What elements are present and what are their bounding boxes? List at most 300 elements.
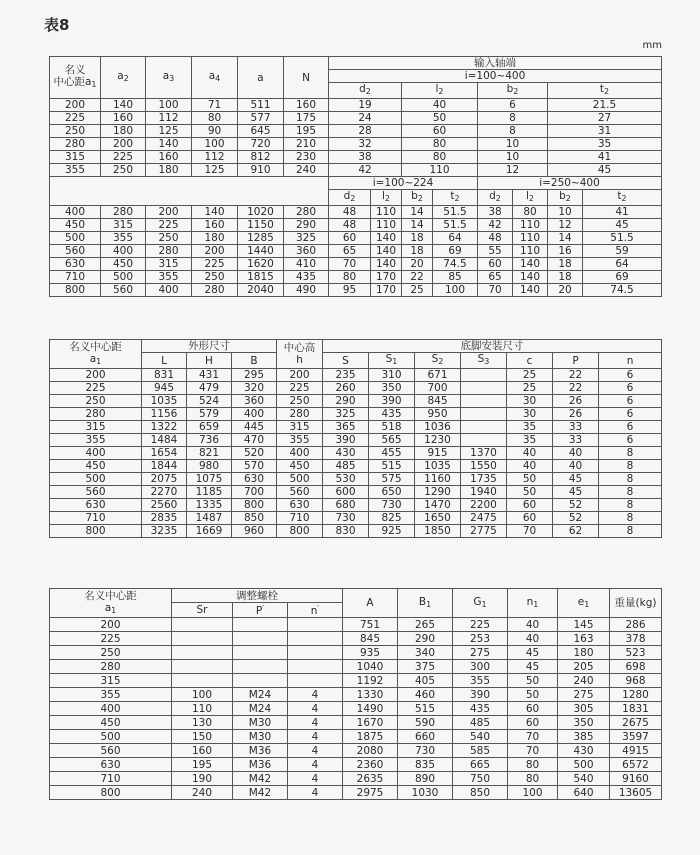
table-cell: 315: [50, 151, 101, 164]
table-cell: 1654: [142, 447, 187, 460]
table-cell: [233, 618, 288, 632]
table-cell: 4: [288, 730, 343, 744]
table-row: [50, 219, 662, 232]
table-cell: 18: [402, 245, 433, 258]
table-cell: 50: [507, 473, 553, 486]
table-cell: [233, 660, 288, 674]
table-cell: 1875: [343, 730, 398, 744]
table-cell: 518: [369, 421, 415, 434]
table-cell: 26: [553, 395, 599, 408]
n-header: n: [599, 353, 662, 369]
table-cell: 445: [232, 421, 277, 434]
table-row: [50, 744, 662, 758]
table-cell: 69: [583, 271, 662, 284]
ratio-range-header: i=100~400: [329, 70, 662, 83]
table-cell: 225: [50, 632, 172, 646]
table-cell: 511: [238, 99, 284, 112]
table-cell: 12: [548, 219, 583, 232]
table-cell: 350: [558, 716, 610, 730]
table-cell: 585: [453, 744, 508, 758]
table-cell: 400: [50, 702, 172, 716]
table-cell: 8: [599, 473, 662, 486]
table-cell: 140: [146, 138, 192, 151]
table-cell: 1040: [343, 660, 398, 674]
table-cell: 1370: [461, 447, 507, 460]
table-cell: [461, 434, 507, 447]
table-cell: 485: [453, 716, 508, 730]
table-cell: 400: [101, 245, 146, 258]
table-cell: 968: [610, 674, 662, 688]
table-cell: 51.5: [433, 206, 478, 219]
table-cell: 736: [187, 434, 232, 447]
table-cell: 6: [599, 395, 662, 408]
h-header: H: [187, 353, 232, 369]
table-cell: 1322: [142, 421, 187, 434]
table-cell: 41: [548, 151, 662, 164]
table-cell: [288, 674, 343, 688]
table-cell: 200: [50, 99, 101, 112]
table-cell: 1940: [461, 486, 507, 499]
table-cell: 500: [50, 473, 142, 486]
table-cell: 71: [192, 99, 238, 112]
table-cell: 640: [558, 786, 610, 800]
table-cell: 180: [101, 125, 146, 138]
table-cell: 60: [507, 499, 553, 512]
table-cell: 2775: [461, 525, 507, 538]
table-cell: 500: [50, 232, 101, 245]
s2-header: $S_2$: [415, 353, 461, 369]
table-cell: 1550: [461, 460, 507, 473]
table-cell: 280: [50, 138, 101, 151]
table-cell: 163: [558, 632, 610, 646]
table-cell: 1850: [415, 525, 461, 538]
table-cell: 190: [172, 772, 233, 786]
table-cell: 170: [371, 271, 402, 284]
table-cell: 41: [583, 206, 662, 219]
table-row: [50, 716, 662, 730]
table-row: [50, 674, 662, 688]
table-cell: 225: [146, 219, 192, 232]
table-row: [50, 408, 662, 421]
table-cell: 51.5: [433, 219, 478, 232]
b2-header: $b_2$: [478, 83, 548, 99]
table-cell: 400: [50, 447, 142, 460]
table-cell: 825: [369, 512, 415, 525]
table-cell: 52: [553, 499, 599, 512]
table-cell: 365: [323, 421, 369, 434]
table-cell: 140: [513, 284, 548, 297]
table-cell: 290: [398, 632, 453, 646]
table-cell: 315: [146, 258, 192, 271]
table-cell: 435: [284, 271, 329, 284]
table-cell: 355: [50, 164, 101, 177]
table-cell: 431: [187, 369, 232, 382]
table-cell: 6: [599, 369, 662, 382]
table-cell: [233, 632, 288, 646]
table-cell: 500: [558, 758, 610, 772]
nominal-center-distance-header: 名义中心距 $a_1$: [50, 340, 142, 369]
table-cell: 831: [142, 369, 187, 382]
table-cell: 160: [101, 112, 146, 125]
l2-header-high: $l_2$: [513, 190, 548, 206]
table-cell: [172, 632, 233, 646]
l2-header: $l_2$: [402, 83, 478, 99]
table-cell: 1620: [238, 258, 284, 271]
table-cell: 20: [402, 258, 433, 271]
table-cell: M24: [233, 702, 288, 716]
table-cell: 225: [50, 382, 142, 395]
table-cell: 710: [50, 271, 101, 284]
table-cell: 70: [508, 730, 558, 744]
table-cell: 100: [192, 138, 238, 151]
blank-cell: [50, 177, 329, 206]
table-cell: 200: [146, 206, 192, 219]
table-cell: [461, 408, 507, 421]
table-cell: 50: [508, 674, 558, 688]
table-cell: [233, 674, 288, 688]
table-cell: 500: [277, 473, 323, 486]
table-cell: 290: [323, 395, 369, 408]
table-cell: 140: [192, 206, 238, 219]
table-cell: [288, 646, 343, 660]
table-cell: 18: [402, 232, 433, 245]
table-cell: 830: [323, 525, 369, 538]
table-cell: 325: [323, 408, 369, 421]
table-row: [50, 460, 662, 473]
table-cell: 22: [553, 369, 599, 382]
table-cell: M42: [233, 772, 288, 786]
table-cell: 1230: [415, 434, 461, 447]
table-cell: 240: [284, 164, 329, 177]
table-cell: 275: [453, 646, 508, 660]
table-cell: [461, 382, 507, 395]
table-cell: 945: [142, 382, 187, 395]
table-cell: 1335: [187, 499, 232, 512]
d2-header-high: $d_2$: [478, 190, 513, 206]
table-cell: 250: [146, 232, 192, 245]
table3-body: [50, 618, 662, 800]
table-row: [50, 395, 662, 408]
table-cell: [461, 369, 507, 382]
center-height-header: 中心高 h: [277, 340, 323, 369]
table-cell: 20: [548, 284, 583, 297]
table-cell: 40: [508, 618, 558, 632]
table-cell: 140: [513, 271, 548, 284]
table-cell: 48: [329, 206, 371, 219]
table-cell: 45: [583, 219, 662, 232]
table-cell: 280: [50, 660, 172, 674]
adjusting-bolt-header: 调整螺栓: [172, 589, 343, 603]
table-cell: 253: [453, 632, 508, 646]
d2-header-low: $d_2$: [329, 190, 371, 206]
table-cell: 400: [277, 447, 323, 460]
table-cell: 80: [508, 772, 558, 786]
table-cell: 671: [415, 369, 461, 382]
table-row: [50, 646, 662, 660]
table-cell: 80: [402, 151, 478, 164]
outline-dimensions-header: 外形尺寸: [142, 340, 277, 353]
table-cell: 850: [232, 512, 277, 525]
t2-header-high: $t_2$: [583, 190, 662, 206]
table-row: [50, 702, 662, 716]
table-cell: 375: [398, 660, 453, 674]
table-cell: 110: [513, 245, 548, 258]
table-cell: 8: [478, 112, 548, 125]
table-cell: 1185: [187, 486, 232, 499]
table-cell: 14: [402, 219, 433, 232]
table-cell: 910: [238, 164, 284, 177]
table-cell: 2360: [343, 758, 398, 772]
table-cell: 730: [323, 512, 369, 525]
table-cell: 355: [146, 271, 192, 284]
table-cell: 1280: [610, 688, 662, 702]
table-cell: 230: [284, 151, 329, 164]
table-cell: 33: [553, 434, 599, 447]
table-row: [50, 232, 662, 245]
table-cell: 145: [558, 618, 610, 632]
table-cell: 45: [548, 164, 662, 177]
table-row: [50, 660, 662, 674]
table-cell: M42: [233, 786, 288, 800]
table-row: [50, 447, 662, 460]
table-cell: 160: [172, 744, 233, 758]
table-cell: 33: [553, 421, 599, 434]
table-cell: 355: [50, 434, 142, 447]
table-cell: 18: [548, 271, 583, 284]
table-cell: 27: [548, 112, 662, 125]
table-cell: 60: [329, 232, 371, 245]
table-cell: 560: [101, 284, 146, 297]
table-cell: 665: [453, 758, 508, 772]
table-cell: 6572: [610, 758, 662, 772]
table-cell: 225: [192, 258, 238, 271]
table-cell: 110: [402, 164, 478, 177]
table-cell: 450: [50, 219, 101, 232]
table-cell: 225: [101, 151, 146, 164]
table-row: [50, 151, 662, 164]
l2-header-low: $l_2$: [371, 190, 402, 206]
table-cell: 2080: [343, 744, 398, 758]
table-cell: 100: [508, 786, 558, 800]
sr-header: Sr: [172, 603, 233, 618]
table-cell: 295: [232, 369, 277, 382]
ratio-range-low-header: i=100~224: [329, 177, 478, 190]
table-cell: 325: [284, 232, 329, 245]
table-cell: 21.5: [548, 99, 662, 112]
table-cell: 730: [398, 744, 453, 758]
table-cell: 710: [50, 512, 142, 525]
table-cell: 630: [232, 473, 277, 486]
table-row: [50, 618, 662, 632]
table-cell: 4: [288, 702, 343, 716]
table-cell: 112: [192, 151, 238, 164]
table-cell: 915: [415, 447, 461, 460]
table-cell: 479: [187, 382, 232, 395]
table-cell: 430: [558, 744, 610, 758]
table1-section-a: [50, 99, 662, 177]
table-cell: 360: [284, 245, 329, 258]
table-cell: 560: [50, 486, 142, 499]
table-cell: 210: [284, 138, 329, 151]
table-cell: 205: [558, 660, 610, 674]
table-row: [50, 284, 662, 297]
table-cell: 65: [478, 271, 513, 284]
foot-mounting-header: 底脚安装尺寸: [323, 340, 662, 353]
table-cell: 80: [508, 758, 558, 772]
table-cell: 6: [599, 434, 662, 447]
table-cell: 180: [558, 646, 610, 660]
table-cell: 450: [277, 460, 323, 473]
table-cell: 4: [288, 786, 343, 800]
d2-header: $d_2$: [329, 83, 402, 99]
table-cell: 10: [478, 138, 548, 151]
table-cell: 812: [238, 151, 284, 164]
table-cell: 40: [507, 460, 553, 473]
table-cell: 579: [187, 408, 232, 421]
table-cell: 8: [599, 486, 662, 499]
table-cell: 3597: [610, 730, 662, 744]
table-cell: 710: [277, 512, 323, 525]
table-cell: 355: [50, 688, 172, 702]
table-cell: 31: [548, 125, 662, 138]
unit-label: mm: [642, 40, 662, 51]
table-cell: 530: [323, 473, 369, 486]
table-cell: 1487: [187, 512, 232, 525]
table-cell: 1440: [238, 245, 284, 258]
table-row: [50, 258, 662, 271]
table2-body: [50, 369, 662, 538]
table-cell: 38: [478, 206, 513, 219]
table-cell: 14: [402, 206, 433, 219]
table-cell: 48: [478, 232, 513, 245]
t2-header: $t_2$: [548, 83, 662, 99]
table-cell: 560: [277, 486, 323, 499]
table-cell: 25: [402, 284, 433, 297]
table-cell: 60: [478, 258, 513, 271]
table-cell: 315: [50, 421, 142, 434]
table-cell: 455: [369, 447, 415, 460]
table-cell: 22: [402, 271, 433, 284]
nominal-center-distance-header: 名义 中心距$a_1$: [50, 57, 101, 99]
table-cell: 16: [548, 245, 583, 258]
table-cell: 577: [238, 112, 284, 125]
table-cell: 30: [507, 408, 553, 421]
table-cell: 950: [415, 408, 461, 421]
table-cell: 6: [599, 408, 662, 421]
table-cell: [172, 674, 233, 688]
table-cell: 6: [599, 421, 662, 434]
table-row: [50, 271, 662, 284]
table-cell: 195: [172, 758, 233, 772]
table-cell: 110: [513, 219, 548, 232]
table-cell: 355: [453, 674, 508, 688]
table-cell: 100: [172, 688, 233, 702]
table-cell: 10: [548, 206, 583, 219]
table-cell: 74.5: [433, 258, 478, 271]
g1-header: $G_1$: [453, 589, 508, 618]
table-cell: 280: [50, 408, 142, 421]
table-cell: 40: [553, 460, 599, 473]
table-cell: 400: [232, 408, 277, 421]
table-cell: 1735: [461, 473, 507, 486]
table-cell: 200: [50, 618, 172, 632]
table-cell: 630: [50, 499, 142, 512]
table-cell: 710: [50, 772, 172, 786]
table-cell: 520: [232, 447, 277, 460]
table-cell: 225: [453, 618, 508, 632]
table-cell: 850: [453, 786, 508, 800]
table-cell: 70: [329, 258, 371, 271]
table-cell: M36: [233, 744, 288, 758]
table-cell: 250: [101, 164, 146, 177]
table-cell: 405: [398, 674, 453, 688]
table-cell: 8: [478, 125, 548, 138]
table-cell: 150: [172, 730, 233, 744]
dimension-table-1: [49, 56, 662, 297]
e1-header: $e_1$: [558, 589, 610, 618]
table-cell: 175: [284, 112, 329, 125]
table-cell: M36: [233, 758, 288, 772]
table-cell: 524: [187, 395, 232, 408]
table-cell: 4915: [610, 744, 662, 758]
table-row: [50, 772, 662, 786]
page-title: 表8: [44, 16, 70, 34]
table-cell: 2040: [238, 284, 284, 297]
table-cell: 1150: [238, 219, 284, 232]
table-cell: 540: [558, 772, 610, 786]
table-cell: 845: [343, 632, 398, 646]
table-cell: M30: [233, 716, 288, 730]
a2-header: $a_2$: [101, 57, 146, 99]
table-cell: 400: [146, 284, 192, 297]
table-cell: 490: [284, 284, 329, 297]
table-cell: 80: [513, 206, 548, 219]
table-cell: 110: [371, 206, 402, 219]
table-cell: 590: [398, 716, 453, 730]
table-row: [50, 206, 662, 219]
table-cell: 1470: [415, 499, 461, 512]
table-cell: 4: [288, 744, 343, 758]
a-header: a: [238, 57, 284, 99]
l-header: L: [142, 353, 187, 369]
table-cell: 4: [288, 758, 343, 772]
table-cell: [461, 395, 507, 408]
table-cell: 110: [172, 702, 233, 716]
a3-header: $a_3$: [146, 57, 192, 99]
table-cell: 225: [50, 112, 101, 125]
table-cell: 28: [329, 125, 402, 138]
table-row: [50, 786, 662, 800]
table-cell: 60: [402, 125, 478, 138]
table-cell: 435: [453, 702, 508, 716]
table-cell: 40: [553, 447, 599, 460]
p-prime-header: P′: [233, 603, 288, 618]
table-cell: 70: [478, 284, 513, 297]
table-cell: 500: [50, 730, 172, 744]
table-cell: 250: [50, 395, 142, 408]
table-row: [50, 473, 662, 486]
table-cell: 960: [232, 525, 277, 538]
table-cell: 821: [187, 447, 232, 460]
table-cell: 390: [369, 395, 415, 408]
table-cell: 260: [323, 382, 369, 395]
table-cell: 659: [187, 421, 232, 434]
table-cell: 630: [50, 258, 101, 271]
table-cell: 45: [553, 486, 599, 499]
table-cell: 350: [369, 382, 415, 395]
table-cell: 80: [402, 138, 478, 151]
table-cell: 48: [329, 219, 371, 232]
